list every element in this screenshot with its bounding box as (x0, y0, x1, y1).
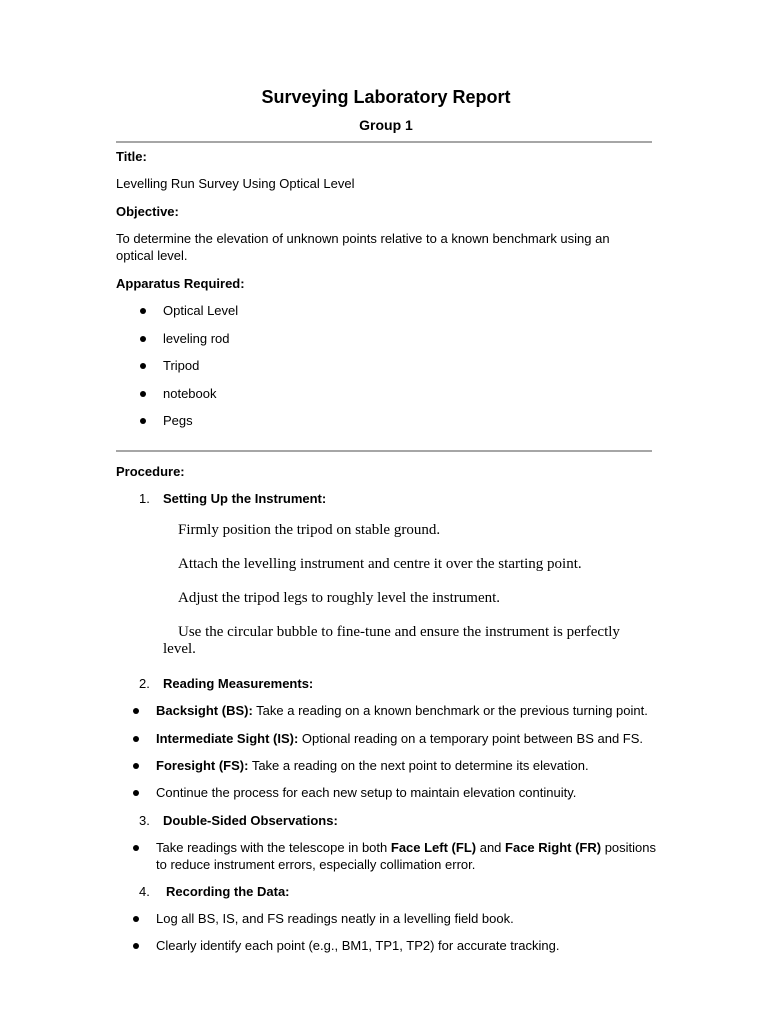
title-text: Levelling Run Survey Using Optical Level (116, 176, 355, 191)
bullet-icon (140, 308, 146, 314)
bullet-icon (140, 418, 146, 424)
list-item: Pegs (163, 413, 193, 428)
bullet-icon (140, 363, 146, 369)
step-number: 2. (139, 676, 150, 691)
list-item: Log all BS, IS, and FS readings neatly in a levelling field book. (156, 911, 514, 926)
step-number: 1. (139, 491, 150, 506)
bullet-icon (133, 943, 139, 949)
step-number: 4. (139, 884, 150, 899)
step-line: Firmly position the tripod on stable ground. (178, 522, 441, 538)
objective-label: Objective: (116, 204, 179, 219)
report-title: Surveying Laboratory Report (261, 87, 511, 107)
step-line: Attach the levelling instrument and centre it over the starting point. (178, 556, 582, 572)
step-title: Double-Sided Observations: (163, 813, 338, 828)
bullet-icon (133, 763, 139, 769)
bullet-icon (133, 790, 139, 796)
objective-text: To determine the elevation of unknown points relative to a known benchmark using an optical level. (116, 231, 610, 263)
group-subtitle: Group 1 (359, 117, 413, 133)
list-item: Clearly identify each point (e.g., BM1, TP1, TP2) for accurate tracking. (156, 938, 560, 953)
step-title: Reading Measurements: (163, 676, 314, 691)
list-item: Intermediate Sight (IS): Optional reading on a temporary point between BS and FS. (156, 731, 644, 746)
list-item: Optical Level (163, 303, 239, 318)
step-number: 3. (139, 813, 150, 828)
divider-middle (116, 450, 652, 452)
title-label: Title: (116, 149, 147, 164)
bullet-icon (133, 736, 139, 742)
step-line: Use the circular bubble to fine-tune and ensure the instrument is perfectly level. (163, 624, 620, 657)
step-title: Recording the Data: (166, 884, 290, 899)
bullet-icon (133, 708, 139, 714)
step-line: Adjust the tripod legs to roughly level the instrument. (178, 590, 501, 606)
bullet-icon (140, 391, 146, 397)
list-item: Backsight (BS): Take a reading on a known benchmark or the previous turning point. (156, 703, 648, 718)
bullet-icon (133, 845, 139, 851)
step-title: Setting Up the Instrument: (163, 491, 327, 506)
list-item: Tripod (163, 358, 200, 373)
list-item: Take readings with the telescope in both Face Left (FL) and Face Right (FR) positions to reduce instrument errors, especially collimation error. (156, 840, 657, 872)
apparatus-label: Apparatus Required: (116, 276, 245, 291)
list-item: Foresight (FS): Take a reading on the next point to determine its elevation. (156, 758, 589, 773)
list-item: Continue the process for each new setup to maintain elevation continuity. (156, 785, 577, 800)
bullet-icon (140, 336, 146, 342)
divider-top (116, 141, 652, 143)
bullet-icon (133, 916, 139, 922)
list-item: leveling rod (163, 331, 230, 346)
list-item: notebook (163, 386, 217, 401)
procedure-label: Procedure: (116, 464, 185, 479)
